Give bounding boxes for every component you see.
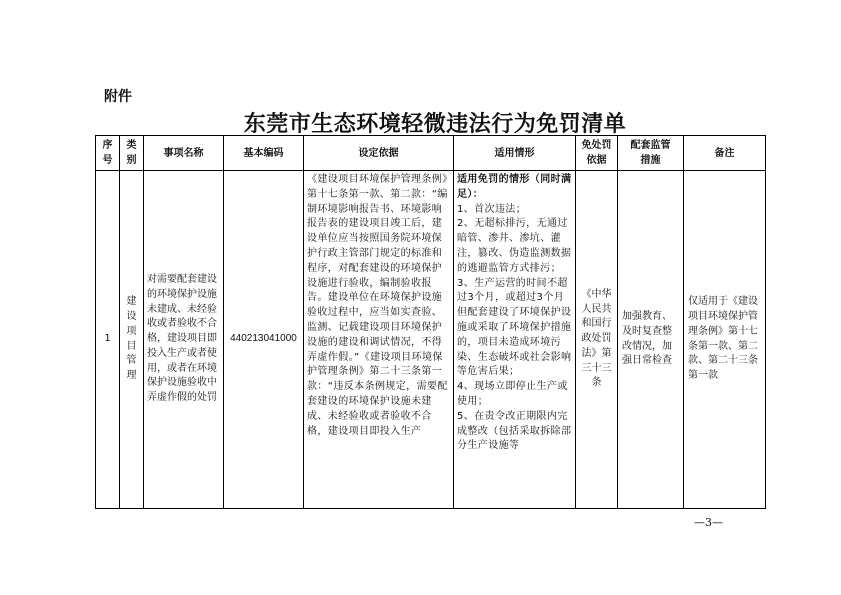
header-exemption-basis: 免处罚 依据 (576, 136, 618, 171)
header-remark: 备注 (684, 136, 766, 171)
cell-category: 建 设 项 目 管 理 (120, 171, 144, 509)
cell-remark: 仅适用于《建设项目环境保护管理条例》第十七条第一款、第二款、第二十三条第一款 (684, 171, 766, 509)
page-number: —3— (694, 516, 723, 529)
cell-no: 1 (96, 171, 120, 509)
applicable-item-1: 1、首次违法； (457, 203, 527, 215)
cell-supervision: 加强教育、及时复查整改情况，加强日常检查 (618, 171, 684, 509)
header-code: 基本编码 (224, 136, 304, 171)
header-basis: 设定依据 (304, 136, 454, 171)
header-supervision: 配套监管 措施 (618, 136, 684, 171)
table-row (96, 171, 766, 509)
applicable-item-4: 4、现场立即停止生产或使用； (457, 381, 568, 407)
applicable-item-3: 3、生产运营的时间不超过3个月，或超过3个月但配套建设了环境保护设施或采取了环境保护措施的，项目未造成环境污染、生态破坏或社会影响等危害后果； (457, 277, 572, 378)
attachment-label: 附件 (104, 89, 132, 105)
document-title: 东莞市生态环境轻微违法行为免罚清单 (243, 111, 627, 137)
header-category: 类 别 (120, 136, 144, 171)
header-applicable: 适用情形 (454, 136, 576, 171)
cell-item-name: 对需要配套建设的环境保护设施未建成、未经验收或者验收不合格，建设项目即投入生产或者使用，或者在环境保护设施验收中弄虚作假的处罚 (144, 171, 224, 509)
header-item-name: 事项名称 (144, 136, 224, 171)
cell-applicable (454, 171, 576, 509)
cell-basis: 《建设项目环境保护管理条例》第十七条第一款、第二款：“编制环境影响报告书、环境影响报告表的建设项目竣工后，建设单位应当按照国务院环境保护行政主管部门规定的标准和程序，对配套建设的环境保护设施进行验收，编制验收报告。建设单位在环境保护设施验收过程中，应当如实查验、监测、记载建设项目环境保护设施的建设和调试情况，不得弄虚作假。”《建设项目环境保护管理条例》第二十三条第一款：“违反本条例规定，需要配套建设的环境保护设施未建成、未经验收或者验收不合格，建设项目即投入生产 (304, 171, 454, 509)
penalty-exemption-table (95, 135, 766, 509)
header-no: 序 号 (96, 136, 120, 171)
cell-exemption-basis: 《中华人民共和国行政处罚法》第三十三条 (576, 171, 618, 509)
cell-code: 440213041000 (224, 171, 304, 509)
applicable-lead: 适用免罚的情形（同时满足）： (457, 174, 572, 200)
header-row (96, 136, 766, 171)
applicable-item-5: 5、在责令改正期限内完成整改（包括采取拆除部分生产设施等 (457, 410, 572, 452)
applicable-item-2: 2、无超标排污，无通过暗管、渗井、渗坑、灌注，篡改、伪造监测数据的逃避监管方式排污； (457, 218, 572, 274)
